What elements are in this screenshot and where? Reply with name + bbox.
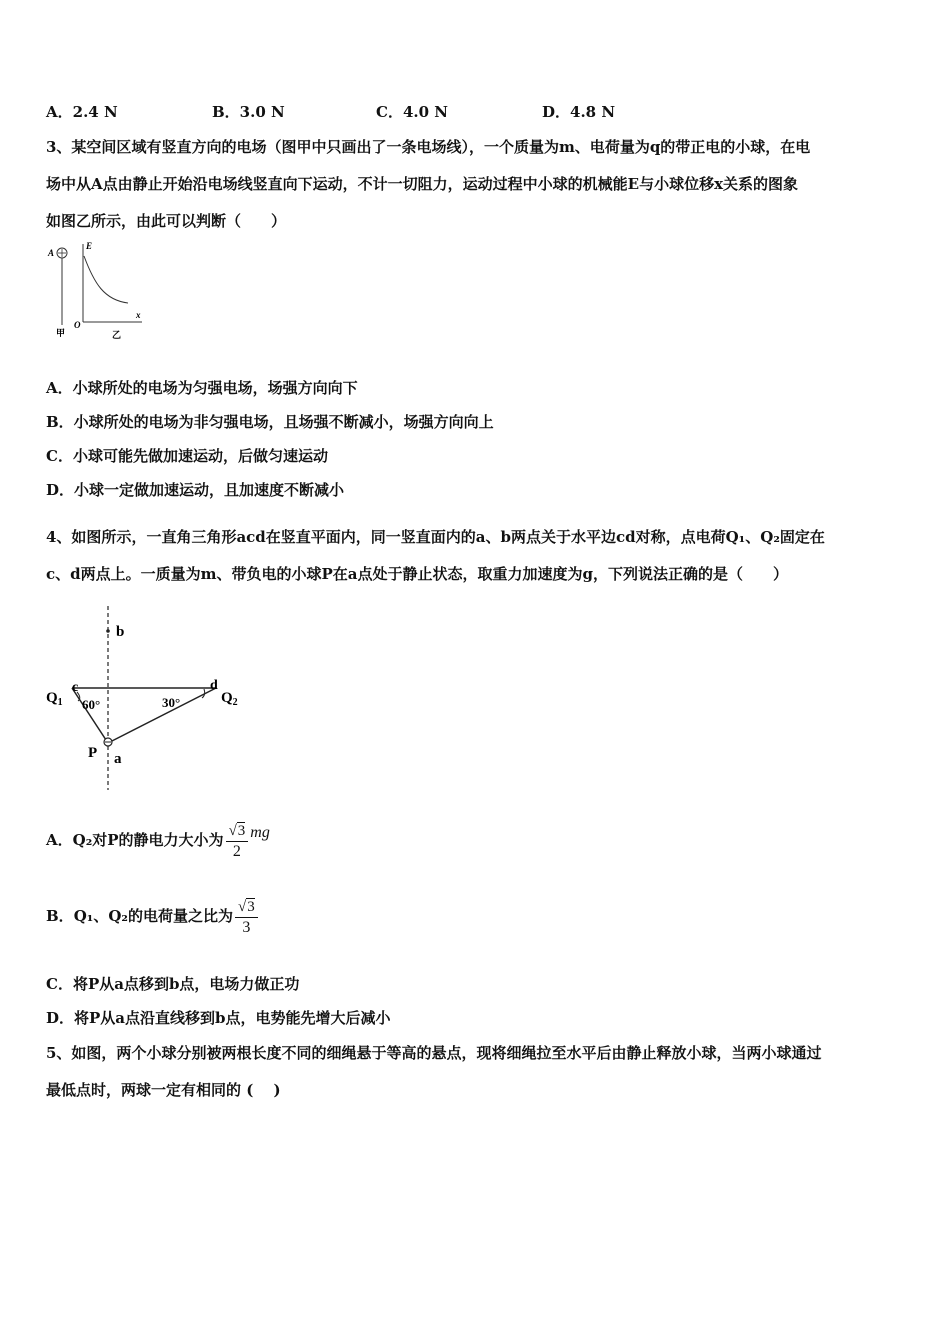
q2-option-a: A．2.4 N <box>46 103 118 121</box>
q4-fig-label-p: P <box>88 745 98 761</box>
q4-option-b-text: Q₁、Q₂的电荷量之比为 <box>73 907 233 925</box>
q4-option-b <box>46 891 260 941</box>
q4-fig-label-d: d <box>210 678 218 693</box>
q4-fig-angle-60: 60° <box>82 697 101 712</box>
q3-fig-label-a: A <box>48 248 55 258</box>
q4-figure <box>44 600 274 796</box>
q4-option-a-mg: mg <box>250 824 270 841</box>
q3-fig-curve <box>84 256 128 303</box>
q4-fig-label-a: a <box>114 751 122 767</box>
q4-fig-angle-arc-30 <box>202 689 205 698</box>
q3-fig-label-e: E <box>86 241 93 251</box>
q4-option-b-den: 3 <box>242 918 251 936</box>
q3-stem-line2: 场中从A点由静止开始沿电场线竖直向下运动，不计一切阻力，运动过程中小球的机械能E与小球位移x关系的图象 <box>46 175 799 193</box>
q4-fig-label-q2: $Q_2$ <box>221 690 238 708</box>
q4-stem-line1: 4、如图所示，一直角三角形acd在竖直平面内，同一竖直面内的a、b两点关于水平边cd对称，点电荷Q₁、Q₂固定在 <box>46 528 825 546</box>
q3-option-d: D．小球一定做加速运动，且加速度不断减小 <box>46 481 345 499</box>
q3-stem-line1: 3、某空间区域有竖直方向的电场（图甲中只画出了一条电场线），一个质量为m、电荷量为q的带正电的小球，在电 <box>46 138 811 156</box>
q4-option-d: D．将P从a点沿直线移到b点，电势能先增大后减小 <box>46 1009 391 1027</box>
q2-option-b: B．3.0 N <box>212 103 285 121</box>
q4-option-a-fraction: $\frac{√3}{2}$ <box>226 821 249 862</box>
q4-option-b-prefix: B． <box>46 907 74 925</box>
q4-option-b-root: 3 <box>247 898 255 915</box>
q3-fig-label-yi: 乙 <box>112 330 122 340</box>
q4-fig-label-b: b <box>116 624 125 640</box>
q3-fig-label-o: O <box>74 320 81 330</box>
q4-option-a-den: 2 <box>232 842 241 860</box>
q4-option-c: C．将P从a点移到b点，电场力做正功 <box>46 975 300 993</box>
q4-fig-label-c: c <box>72 680 79 695</box>
q4-fig-label-q1: $Q_1$ <box>46 690 63 708</box>
q3-fig-label-jia: 甲 <box>56 328 66 338</box>
q4-fig-angle-30: 30° <box>162 695 181 710</box>
q3-option-a: A．小球所处的电场为匀强电场，场强方向向下 <box>46 379 358 397</box>
q3-fig-label-x: x <box>136 310 141 320</box>
q4-stem-line2: c、d两点上。一质量为m、带负电的小球P在a点处于静止状态，取重力加速度为g，下列说法正确的是（ ） <box>46 565 788 583</box>
q4-fig-point-b <box>106 629 110 633</box>
q4-option-a-prefix: A． <box>46 831 73 849</box>
q2-option-d: D．4.8 N <box>542 103 616 121</box>
q3-option-b: B．小球所处的电场为非匀强电场，且场强不断减小，场强方向向上 <box>46 413 494 431</box>
q4-option-b-fraction: $\frac{√3}{3}$ <box>235 897 258 938</box>
q3-figure <box>44 238 154 342</box>
q4-option-a-root: 3 <box>237 822 246 839</box>
q5-stem-line1: 5、如图，两个小球分别被两根长度不同的细绳悬于等高的悬点，现将细绳拉至水平后由静止释放小球，当两小球通过 <box>46 1044 822 1062</box>
q2-option-c: C．4.0 N <box>376 103 448 121</box>
q4-option-a <box>46 808 270 858</box>
q4-option-a-text: Q₂对P的静电力大小为 <box>72 831 224 849</box>
q5-stem-line2: 最低点时，两球一定有相同的 ( ) <box>46 1081 281 1099</box>
q3-option-c: C．小球可能先做加速运动，后做匀速运动 <box>46 447 328 465</box>
q3-stem-line3: 如图乙所示，由此可以判断（ ） <box>46 212 287 230</box>
